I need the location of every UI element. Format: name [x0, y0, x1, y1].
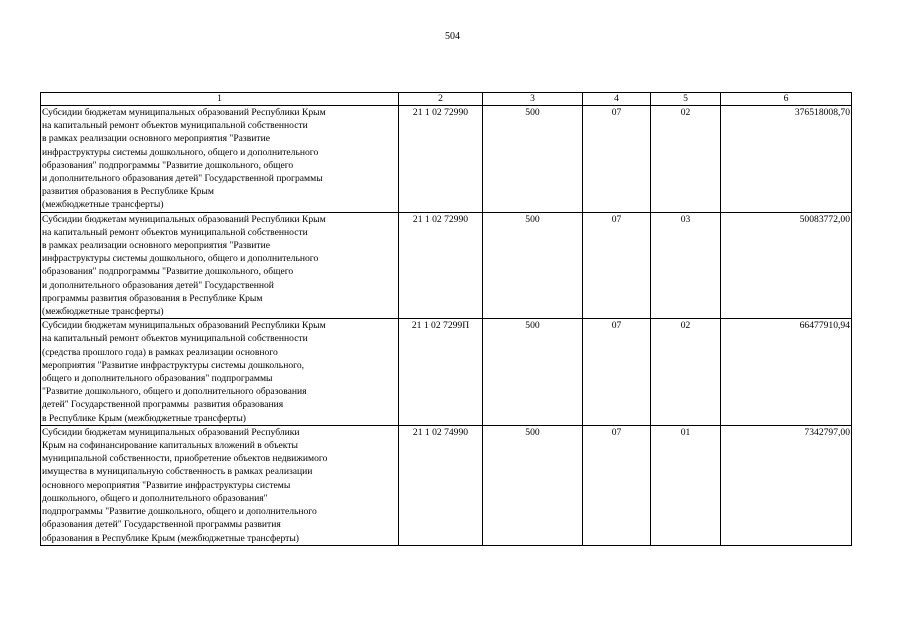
table-row	[41, 106, 852, 213]
row-col5: 03	[651, 212, 721, 319]
row-col5: 02	[651, 319, 721, 426]
row-code: 21 1 02 72990	[399, 106, 483, 213]
row-amount: 7342797,00	[721, 425, 852, 545]
header-cell-2: 2	[399, 93, 483, 106]
header-cell-4: 4	[583, 93, 651, 106]
header-cell-1: 1	[41, 93, 399, 106]
row-description: Субсидии бюджетам муниципальных образований Республики Крым на капитальный ремонт объектов муниципальной собственности в рамках реализации основного мероприятия "Развитие инфраструктуры системы дошкольного, общего и дополнительного образования" подпрограммы "Развитие дошкольного, общего и дополнительного образования детей" Государственной программы развития образования в Республике Крым (межбюджетные трансферты)	[41, 212, 399, 319]
row-col5: 01	[651, 425, 721, 545]
row-col3: 500	[483, 319, 583, 426]
header-row	[41, 93, 852, 106]
header-cell-3: 3	[483, 93, 583, 106]
row-description: Субсидии бюджетам муниципальных образований Республики Крым на капитальный ремонт объектов муниципальной собственности в рамках реализации основного мероприятия "Развитие инфраструктуры системы дошкольного, общего и дополнительного образования" подпрограммы "Развитие дошкольного, общего и дополнительного образования детей" Государственной программы развития образования в Республикe Крым (межбюджетные трансферты)	[41, 106, 399, 213]
table-row	[41, 319, 852, 426]
row-code: 21 1 02 74990	[399, 425, 483, 545]
budget-table	[40, 92, 852, 546]
row-col4: 07	[583, 212, 651, 319]
row-description: Субсидии бюджетам муниципальных образований Республики Крым на капитальный ремонт объектов муниципальной собственности (средства прошлого года) в рамках реализации основного мероприятия "Развитие инфраструктуры системы дошкольного, общего и дополнительного образования" подпрограммы "Развитие дошкольного, общего и дополнительного образования детей" Государственной программы развития образования в Республике Крым (межбюджетные трансферты)	[41, 319, 399, 426]
row-description: Субсидии бюджетам муниципальных образований Республики Крым на софинансирование капитальных вложений в объекты муниципальной собственности, приобретение объектов недвижимого имущества в муниципальную собственность в рамках реализации основного мероприятия "Развитие инфраструктуры системы дошкольного, общего и дополнительного образования" подпрограммы "Развитие дошкольного, общего и дополнительного образования детей" Государственной программы развития образования в Республике Крым (межбюджетные трансферты)	[41, 425, 399, 545]
header-cell-6: 6	[721, 93, 852, 106]
table-row	[41, 212, 852, 319]
page-number: 504	[445, 31, 460, 42]
row-amount: 376518008,70	[721, 106, 852, 213]
row-code: 21 1 02 72990	[399, 212, 483, 319]
row-col5: 02	[651, 106, 721, 213]
table-row	[41, 425, 852, 545]
header-cell-5: 5	[651, 93, 721, 106]
row-amount: 66477910,94	[721, 319, 852, 426]
row-col4: 07	[583, 319, 651, 426]
row-col3: 500	[483, 212, 583, 319]
row-col3: 500	[483, 425, 583, 545]
row-col4: 07	[583, 425, 651, 545]
row-col3: 500	[483, 106, 583, 213]
row-col4: 07	[583, 106, 651, 213]
row-code: 21 1 02 7299П	[399, 319, 483, 426]
row-amount: 50083772,00	[721, 212, 852, 319]
